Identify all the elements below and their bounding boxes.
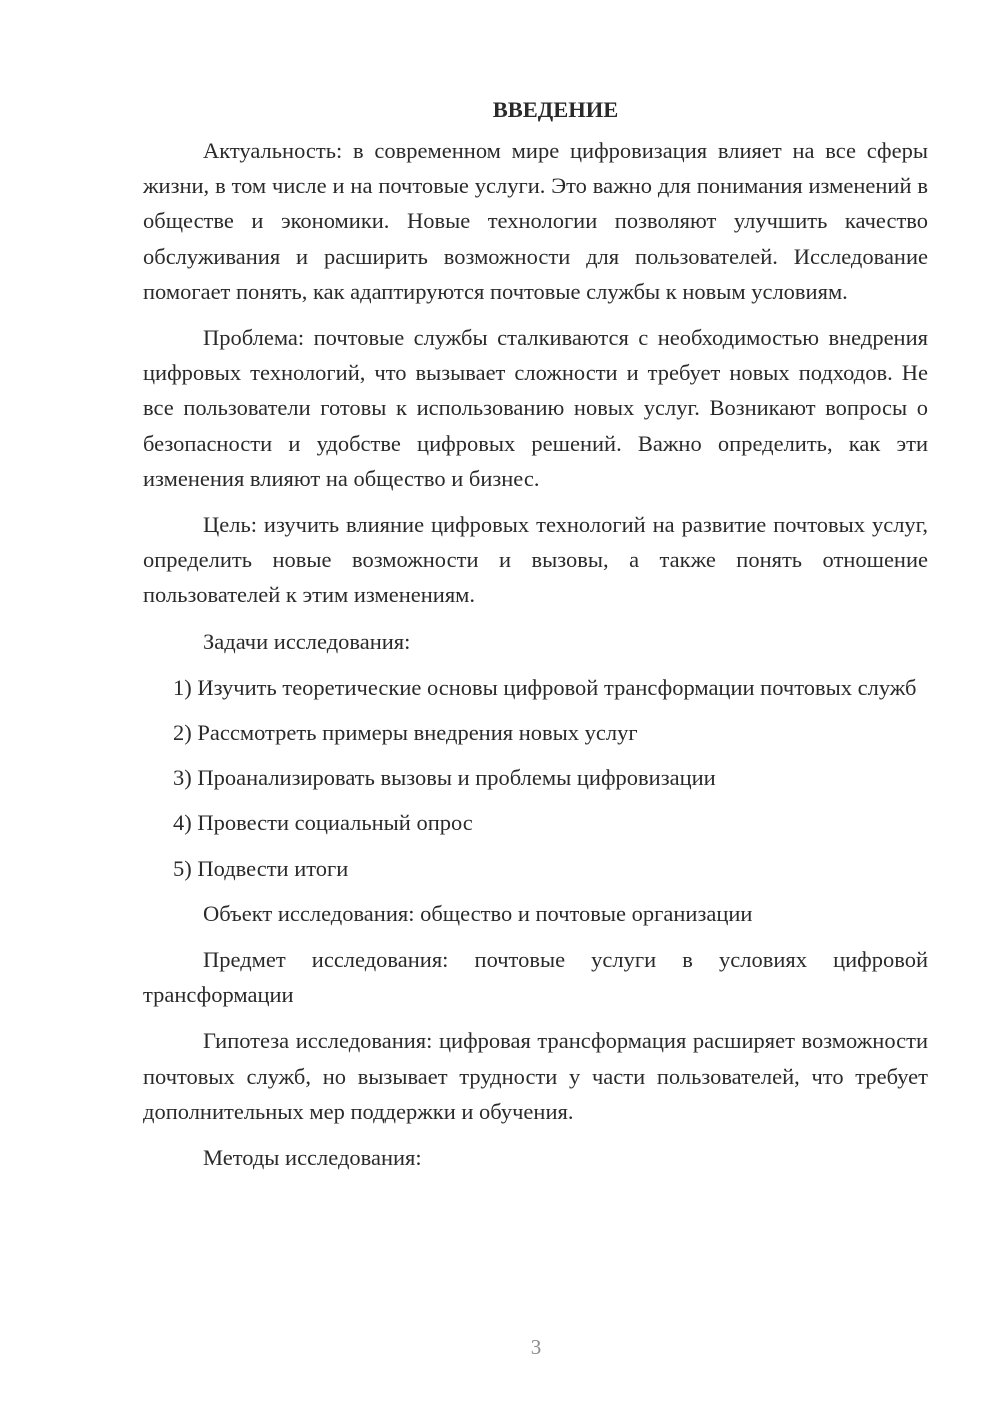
list-item: 5) Подвести итоги (173, 855, 349, 881)
paragraph-hypothesis: Гипотеза исследования: цифровая трансформация расширяет возможности почтовых служб, но вызывает трудности у части пользователей, что требует дополнительных мер поддержки и обучения. (143, 1028, 928, 1124)
page-number: 3 (530, 1335, 542, 1359)
page-content (143, 97, 928, 1186)
list-item: 2) Рассмотреть примеры внедрения новых услуг (173, 720, 638, 746)
paragraph-subject: Предмет исследования: почтовые услуги в условиях цифровой трансформации (143, 947, 928, 1008)
paragraph-object: Объект исследования: общество и почтовые организации (203, 900, 753, 926)
paragraph-relevance: Актуальность: в современном мире цифровизация влияет на все сферы жизни, в том числе и на почтовые услуги. Это важно для понимания изменений в обществе и экономики. Новые технологии позволяют улучшить качество обслуживания и расширить возможности для пользователей. Исследование помогает понять, как адаптируются почтовые службы к новым условиям. (143, 138, 928, 304)
page-title: ВВЕДЕНИЕ (492, 97, 619, 122)
paragraph-methods: Методы исследования: (203, 1145, 422, 1171)
tasks-list (143, 670, 928, 886)
paragraph-problem: Проблема: почтовые службы сталкиваются с необходимостью внедрения цифровых технологий, что вызывает сложности и требует новых подходов. Не все пользователи готовы к использованию новых услуг. Возникают вопросы о безопасности и удобстве цифровых решений. Важно определить, как эти изменения влияют на общество и бизнес. (143, 325, 928, 491)
list-item: 3) Проанализировать вызовы и проблемы цифровизации (173, 765, 716, 791)
list-item: 1) Изучить теоретические основы цифровой трансформации почтовых служб (173, 674, 917, 700)
list-item: 4) Провести социальный опрос (173, 810, 473, 836)
tasks-heading: Задачи исследования: (203, 628, 411, 654)
paragraph-goal: Цель: изучить влияние цифровых технологий на развитие почтовых услуг, определить новые возможности и вызовы, а также понять отношение пользователей к этим изменениям. (143, 512, 928, 608)
